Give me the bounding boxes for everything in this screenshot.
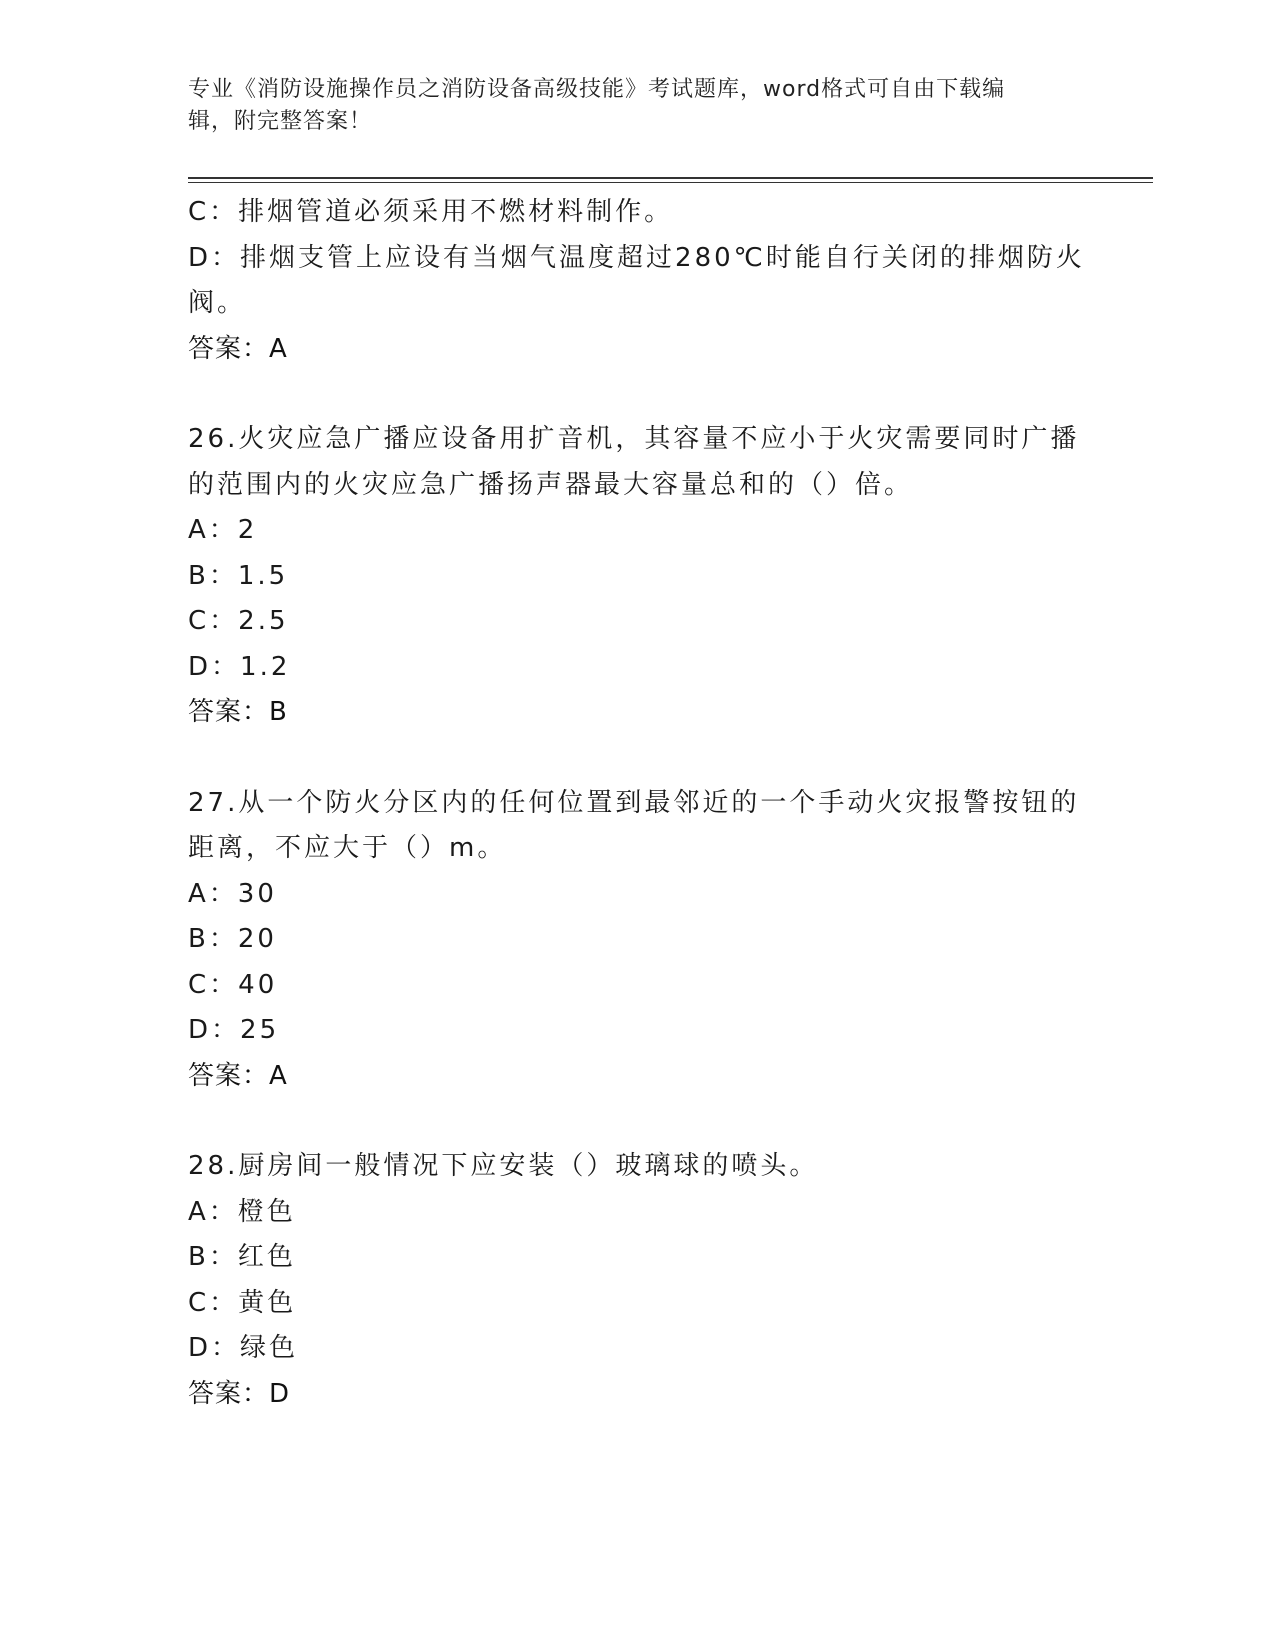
spacer <box>188 736 1088 781</box>
option-d-line-2: 阀。 <box>188 288 247 318</box>
option-a: A：30 <box>188 878 277 909</box>
option-c: C：黄色 <box>188 1287 297 1318</box>
option-c: C：40 <box>188 969 278 1000</box>
option-d: D：1.2 <box>188 651 291 682</box>
option-d: D：25 <box>188 1015 280 1045</box>
header-line-1: 专业《消防设施操作员之消防设备高级技能》考试题库，word格式可自由下载编 <box>188 77 1006 102</box>
question-25-tail <box>188 190 1088 372</box>
question-stem-line-2: 距离，不应大于（）m。 <box>188 833 507 863</box>
question-stem-line-1: 27.从一个防火分区内的任何位置到最邻近的一个手动火灾报警按钮的 <box>188 787 1080 818</box>
spacer <box>188 372 1088 417</box>
answer-line: 答案：B <box>188 697 288 727</box>
option-a: A：橙色 <box>188 1196 296 1227</box>
option-c: C：排烟管道必须采用不燃材料制作。 <box>188 197 674 227</box>
question-26 <box>188 417 1088 736</box>
answer-line: 答案：A <box>188 333 288 364</box>
option-b: B：红色 <box>188 1242 296 1272</box>
header-divider-thin <box>188 182 1153 183</box>
option-a: A：2 <box>188 515 258 545</box>
question-28 <box>188 1144 1088 1417</box>
header-divider-thick <box>188 177 1153 179</box>
answer-line: 答案：D <box>188 1378 291 1409</box>
option-d: D：绿色 <box>188 1333 299 1363</box>
header-line-2: 辑，附完整答案！ <box>188 109 373 134</box>
option-b: B：20 <box>188 924 277 954</box>
option-c: C：2.5 <box>188 606 289 636</box>
question-stem-line-1: 26.火灾应急广播应设备用扩音机，其容量不应小于火灾需要同时广播 <box>188 424 1080 454</box>
option-d-line-1: D：排烟支管上应设有当烟气温度超过280℃时能自行关闭的排烟防火 <box>188 242 1085 273</box>
question-27 <box>188 781 1088 1100</box>
question-stem-line-1: 28.厨房间一般情况下应安装（）玻璃球的喷头。 <box>188 1151 819 1181</box>
spacer <box>188 1099 1088 1144</box>
document-body <box>188 190 1088 1417</box>
document-header <box>188 74 1068 138</box>
answer-line: 答案：A <box>188 1060 288 1091</box>
question-stem-line-2: 的范围内的火灾应急广播扬声器最大容量总和的（）倍。 <box>188 469 914 500</box>
option-b: B：1.5 <box>188 560 289 591</box>
